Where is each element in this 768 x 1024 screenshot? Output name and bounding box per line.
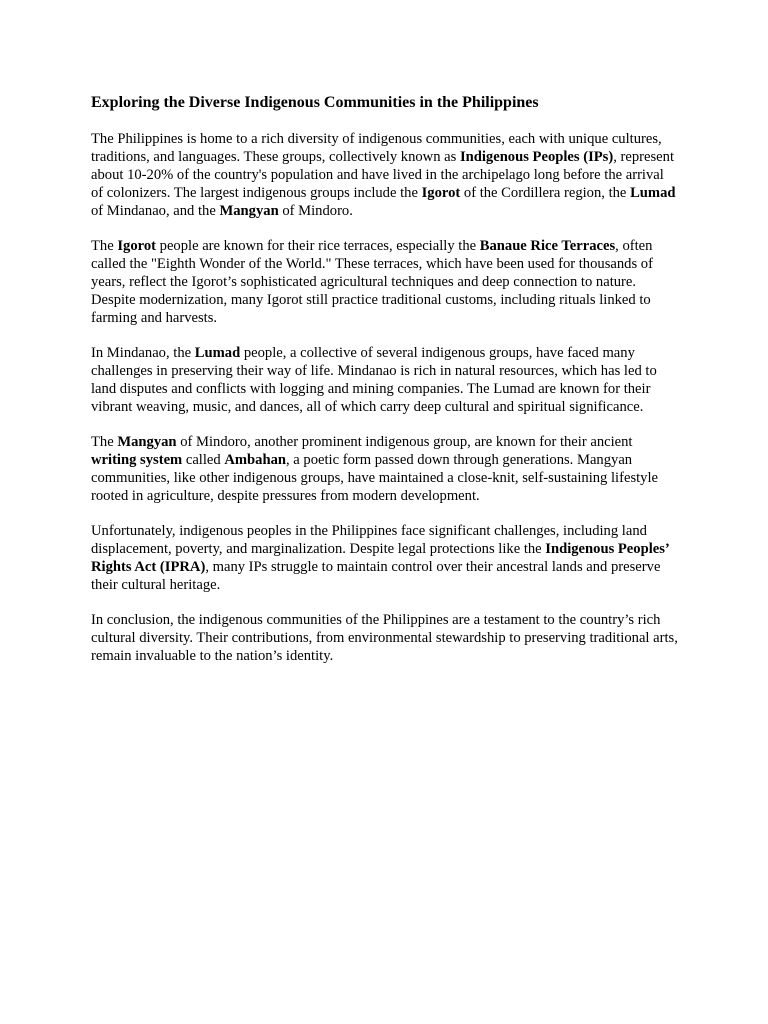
text-run: The [91, 434, 118, 450]
text-run: of Mindoro. [278, 203, 353, 219]
bold-term: writing system [91, 452, 183, 468]
bold-term: Lumad [630, 185, 676, 201]
bold-term: Indigenous Peoples (IPs) [459, 149, 614, 165]
paragraph [91, 433, 679, 505]
bold-term: Igorot [421, 185, 461, 201]
text-run: people, a collective of several indigenous groups, have faced many challenges in preserving their way of life. Mindanao is rich in natural resources, which has led to land disputes and conflicts with logging and mining companies. The Lumad are known for their vibrant weaving, music, and dances, all of which carry deep cultural and spiritual significance. [91, 345, 657, 415]
text-run: The Philippines is home to a rich diversity of indigenous communities, each with unique cultures, traditions, and languages. These groups, collectively known as [91, 131, 662, 165]
bold-term: Igorot [117, 238, 156, 254]
paragraph [91, 237, 679, 327]
text-run: , represent about 10-20% of the country's population and have lived in the archipelago long before the arrival of colonizers. The largest indigenous groups include the [91, 149, 674, 201]
document-body [91, 130, 679, 665]
paragraph [91, 130, 679, 220]
text-run: Unfortunately, indigenous peoples in the Philippines face significant challenges, including land displacement, poverty, and marginalization. Despite legal protections like the [91, 523, 647, 557]
paragraph [91, 344, 679, 416]
bold-term: Mangyan [117, 434, 177, 450]
text-run: of Mindanao, and the [91, 203, 220, 219]
bold-term: Mangyan [219, 203, 279, 219]
text-run: of the Cordillera region, the [460, 185, 631, 201]
paragraph [91, 522, 679, 594]
bold-term: Lumad [194, 345, 241, 361]
text-run: , often called the "Eighth Wonder of the World." These terraces, which have been used for thousands of years, reflect the Igorot’s sophisticated agricultural techniques and deep connection to nature. Despite modernization, many Igorot still practice traditional customs, including rituals linked to farming and harvests. [91, 238, 653, 326]
text-run: of Mindoro, another prominent indigenous group, are known for their ancient [176, 434, 633, 450]
text-run: The [91, 238, 118, 254]
bold-term: Banaue Rice Terraces [479, 238, 616, 254]
document-title: Exploring the Diverse Indigenous Communities in the Philippines [91, 94, 539, 111]
document-page [91, 93, 679, 682]
text-run: , many IPs struggle to maintain control over their ancestral lands and preserve their cultural heritage. [91, 559, 661, 593]
bold-term: Ambahan [224, 452, 286, 468]
text-run: In conclusion, the indigenous communities of the Philippines are a testament to the country’s rich cultural diversity. Their contributions, from environmental stewardship to preserving traditional arts, remain invaluable to the nation’s identity. [91, 612, 678, 664]
text-run: people are known for their rice terraces, especially the [156, 238, 480, 254]
text-run: , a poetic form passed down through generations. Mangyan communities, like other indigenous groups, have maintained a close-knit, self-sustaining lifestyle rooted in agriculture, despite pressures from modern development. [91, 452, 659, 504]
bold-term: Indigenous Peoples’ Rights Act (IPRA) [91, 541, 669, 575]
text-run: called [182, 452, 225, 468]
text-run: In Mindanao, the [91, 345, 195, 361]
paragraph [91, 611, 679, 665]
